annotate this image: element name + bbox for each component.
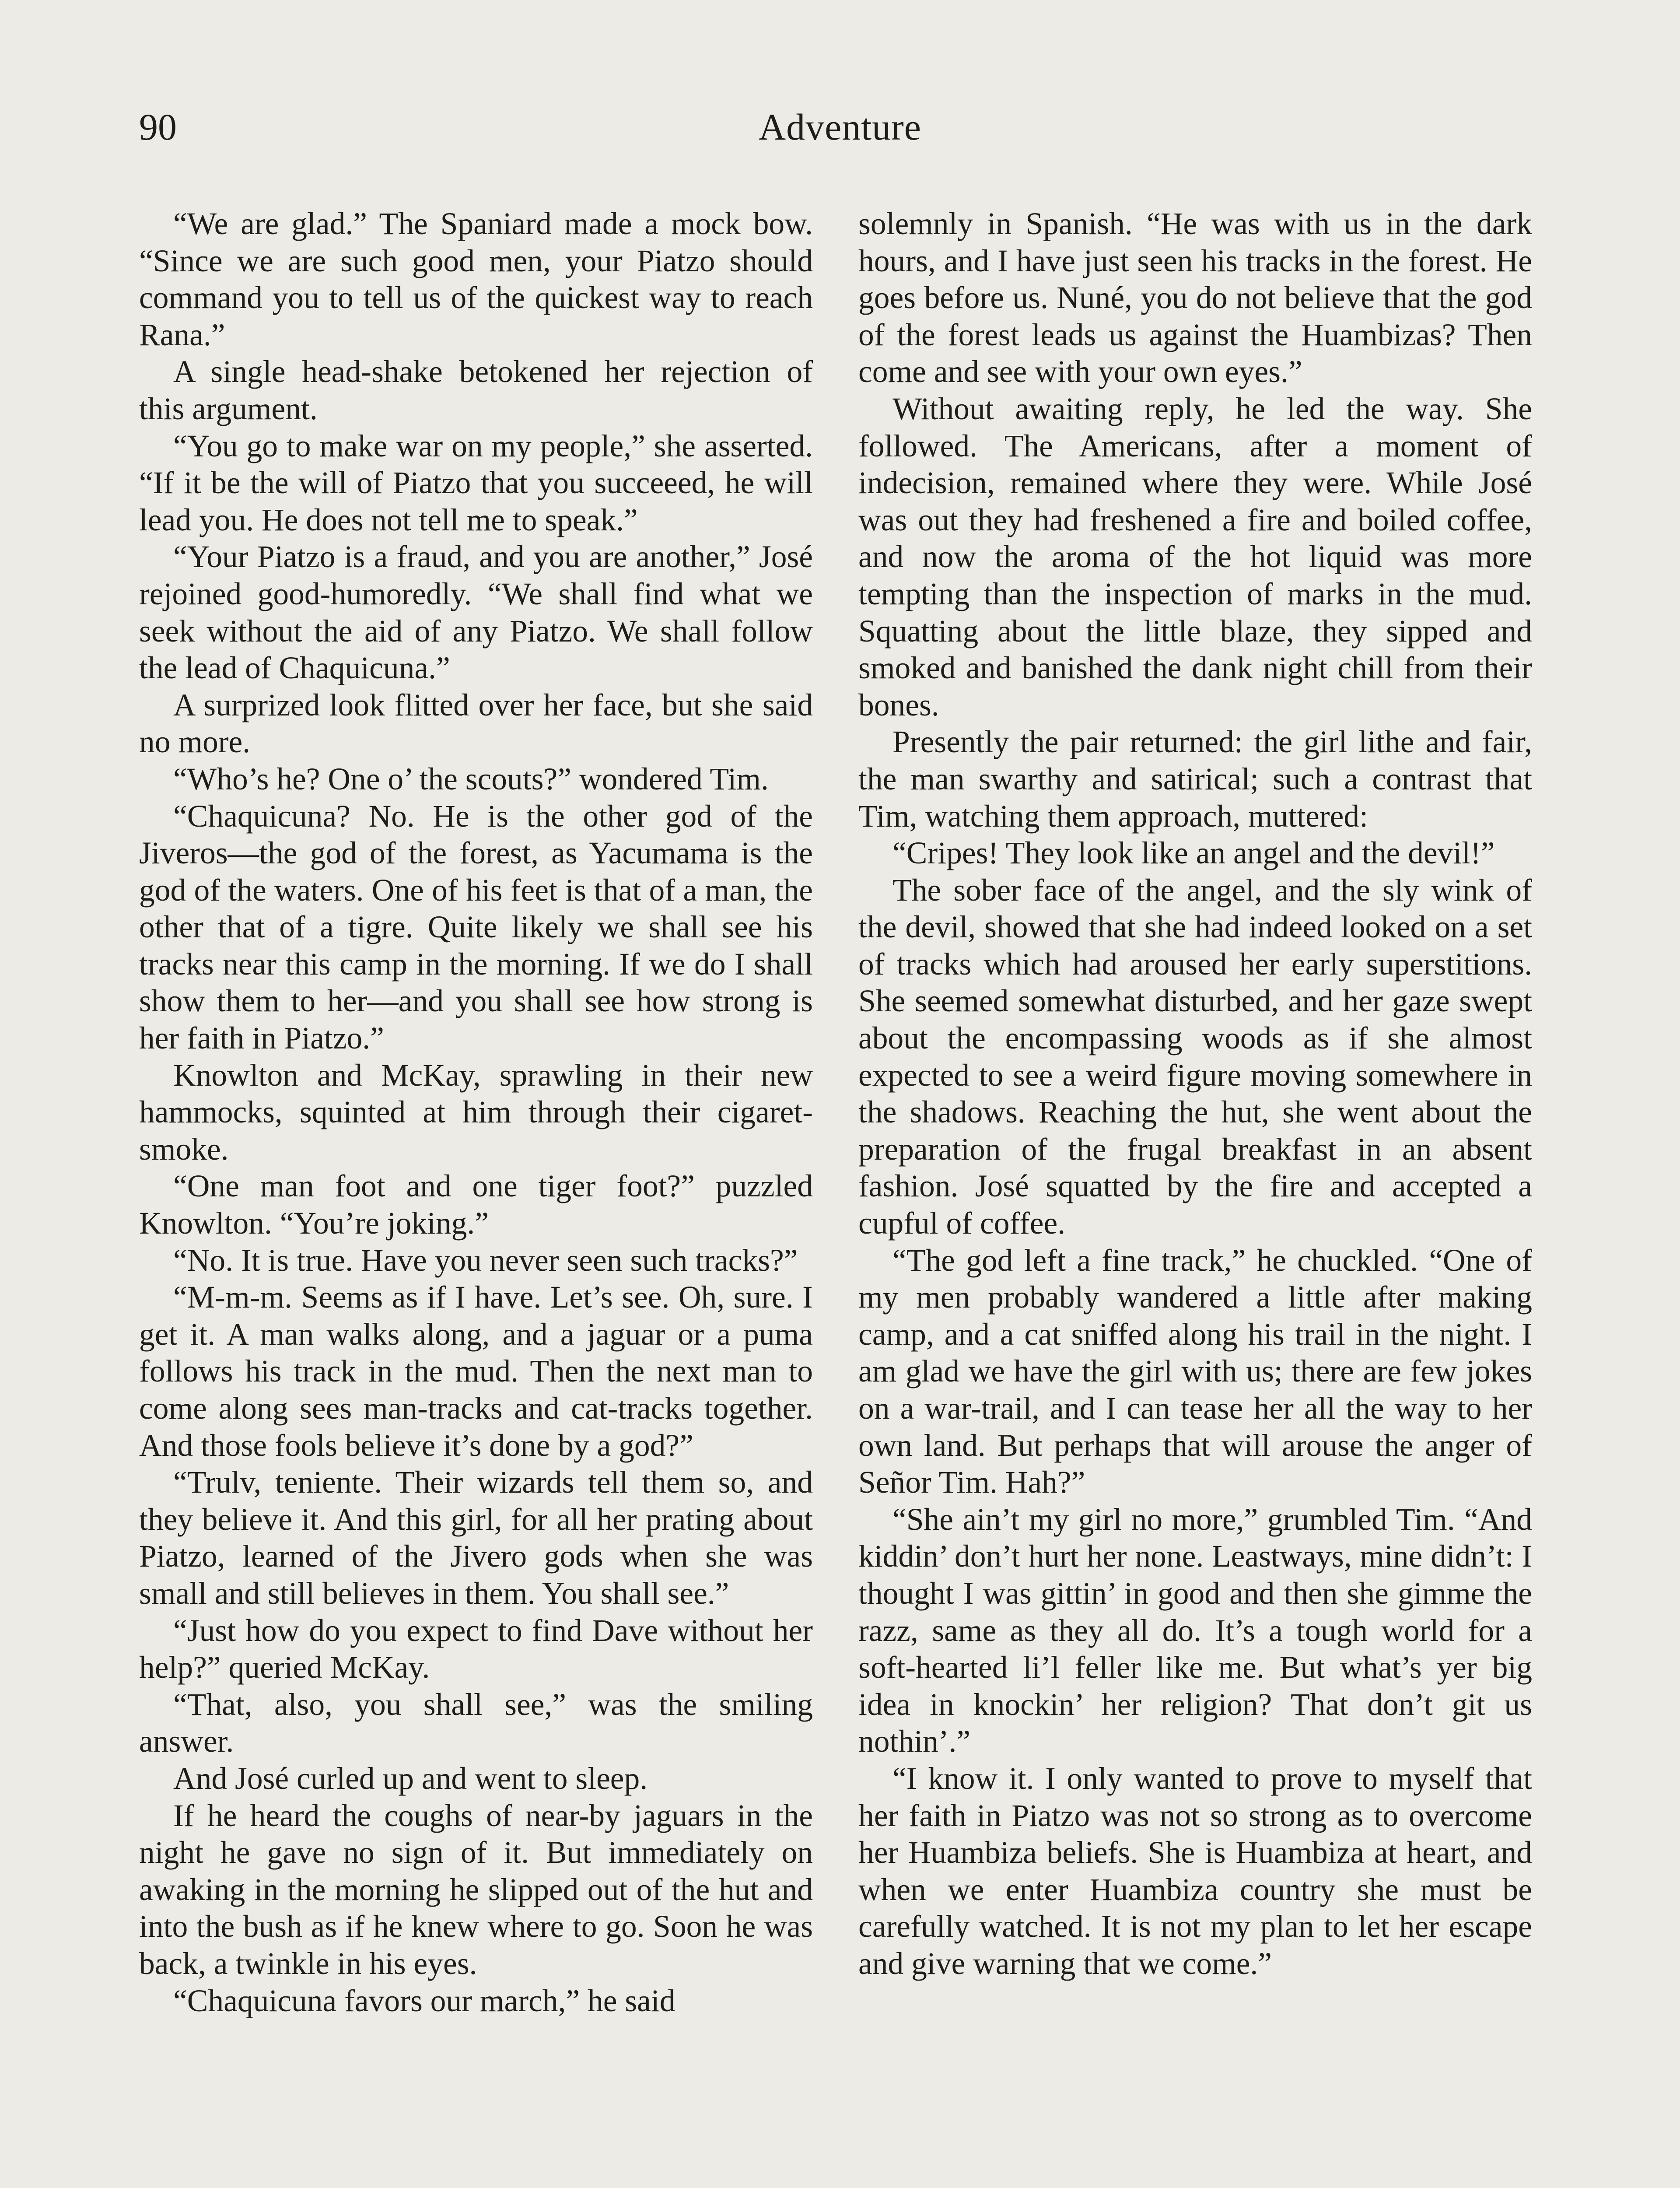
paragraph: A single head-shake betokened her rejection of this argument. <box>139 354 813 426</box>
paragraph: Without awaiting reply, he led the way. She followed. The Americans, after a moment of indecision, remained where they were. While José was out they had freshened a fire and boiled coffee, and now the aroma of the hot liquid was more tempting than the inspection of marks in the mud. Squatting about the little blaze, they sipped and smoked and banished the dank night chill from their bones. <box>858 391 1532 722</box>
running-title: Adventure <box>759 106 921 148</box>
paragraph: “I know it. I only wanted to prove to myself that her faith in Piatzo was not so strong as to overcome her Huambiza beliefs. She is Huambiza at heart, and when we enter Huambiza country she must be carefully watched. It is not my plan to let her escape and give warning that we come.” <box>858 1761 1532 1981</box>
paragraph: “We are glad.” The Spaniard made a mock bow. “Since we are such good men, your Piatzo should command you to tell us of the quickest way to reach Rana.” <box>139 207 813 352</box>
paragraph: “You go to make war on my people,” she asserted. “If it be the will of Piatzo that you succeeed, he will lead you. He does not tell me to speak.” <box>139 428 813 537</box>
paragraph: And José curled up and went to sleep. <box>173 1761 648 1796</box>
paragraph: solemnly in Spanish. “He was with us in the dark hours, and I have just seen his tracks in the forest. He goes before us. Nuné, you do not believe that the god of the forest leads us against the Huambizas? Then come and see with your own eyes.” <box>858 207 1532 389</box>
paragraph: Knowlton and McKay, sprawling in their new hammocks, squinted at him through their cigaret-smoke. <box>139 1058 813 1167</box>
paragraph: “Cripes! They look like an angel and the devil!” <box>892 836 1495 871</box>
page-header <box>139 105 1541 158</box>
paragraph: “That, also, you shall see,” was the smiling answer. <box>139 1687 813 1759</box>
page-number: 90 <box>139 106 177 148</box>
text-column-right <box>858 206 1532 1983</box>
paragraph: “Trulv, teniente. Their wizards tell them so, and they believe it. And this girl, for all her prating about Piatzo, learned of the Jivero gods when she was small and still believes in them. You shall see.” <box>139 1465 813 1611</box>
text-column-left <box>139 206 813 2020</box>
paragraph: Presently the pair returned: the girl lithe and fair, the man swarthy and satirical; such a contrast that Tim, watching them approach, muttered: <box>858 725 1532 834</box>
paragraph: “M-m-m. Seems as if I have. Let’s see. Oh, sure. I get it. A man walks along, and a jaguar or a puma follows his track in the mud. Then the next man to come along sees man-tracks and cat-tracks together. And those fools believe it’s done by a god?” <box>139 1280 813 1463</box>
paragraph: “One man foot and one tiger foot?” puzzled Knowlton. “You’re joking.” <box>139 1169 813 1241</box>
paragraph: “She ain’t my girl no more,” grumbled Tim. “And kiddin’ don’t hurt her none. Leastways, mine didn’t: I thought I was gittin’ in good and then she gimme the razz, same as they all do. It’s a tough world for a soft-hearted li’l feller like me. But what’s yer big idea in knockin’ her religion? That don’t git us nothin’.” <box>858 1502 1532 1759</box>
paragraph: “The god left a fine track,” he chuckled. “One of my men probably wandered a little after making camp, and a cat sniffed along his trail in the night. I am glad we have the girl with us; there are few jokes on a war-trail, and I can tease her all the way to her own land. But perhaps that will arouse the anger of Señor Tim. Hah?” <box>858 1243 1532 1500</box>
paragraph: “No. It is true. Have you never seen such tracks?” <box>173 1243 798 1278</box>
paragraph: “Who’s he? One o’ the scouts?” wondered Tim. <box>173 761 769 796</box>
paragraph: If he heard the coughs of near-by jaguars in the night he gave no sign of it. But immediately on awaking in the morning he slipped out of the hut and into the bush as if he knew where to go. Soon he was back, a twinkle in his eyes. <box>139 1798 813 1981</box>
paragraph: A surprized look flitted over her face, but she said no more. <box>139 687 813 760</box>
paragraph: “Chaquicuna favors our march,” he said <box>173 1983 676 2018</box>
paragraph: “Chaquicuna? No. He is the other god of the Jiveros—the god of the forest, as Yacumama is the god of the waters. One of his feet is that of a man, the other that of a tigre. Quite likely we shall see his tracks near this camp in the morning. If we do I shall show them to her—and you shall see how strong is her faith in Piatzo.” <box>139 799 813 1056</box>
paragraph: “Just how do you expect to find Dave without her help?” queried McKay. <box>139 1613 813 1685</box>
paragraph: The sober face of the angel, and the sly wink of the devil, showed that she had indeed looked on a set of tracks which had aroused her early superstitions. She seemed somewhat disturbed, and her gaze swept about the encompassing woods as if she almost expected to see a weird figure moving somewhere in the shadows. Reaching the hut, she went about the preparation of the frugal breakfast in an absent fashion. José squatted by the fire and accepted a cupful of coffee. <box>858 873 1532 1241</box>
paragraph: “Your Piatzo is a fraud, and you are another,” José rejoined good-humoredly. “We shall find what we seek without the aid of any Piatzo. We shall follow the lead of Chaquicuna.” <box>139 540 813 686</box>
